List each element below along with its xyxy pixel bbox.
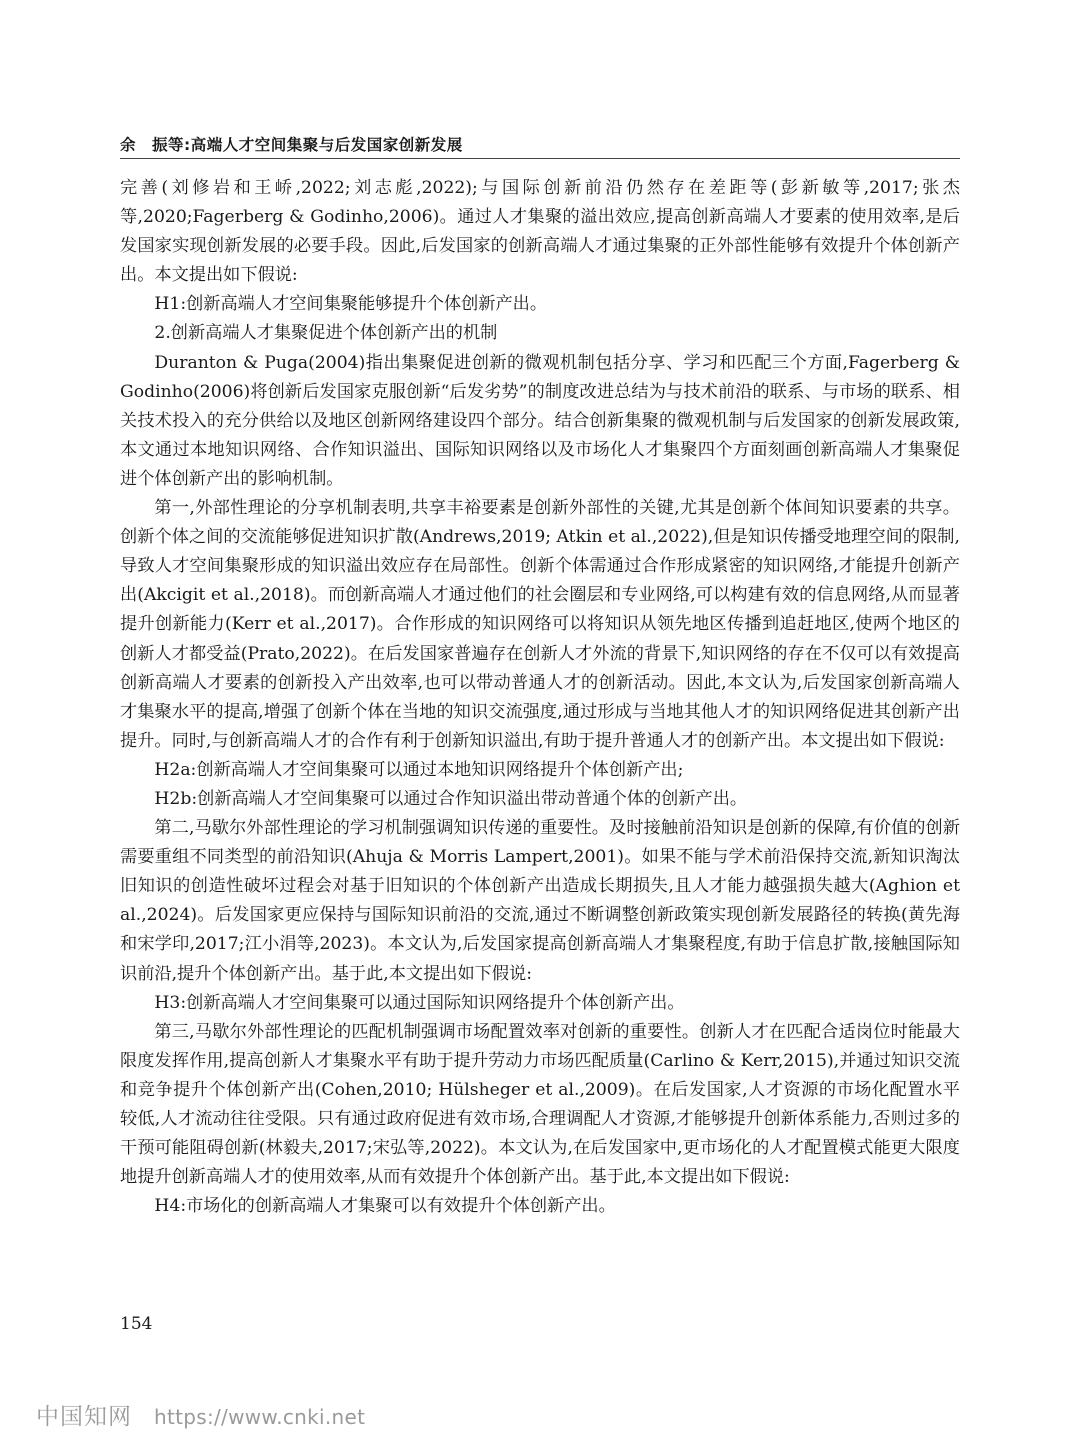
hypothesis-h2a: H2a:创新高端人才空间集聚可以通过本地知识网络提升个体创新产出; (154, 759, 684, 780)
cnki-brand: 中国知网 (36, 1404, 132, 1430)
header-rule (120, 158, 960, 159)
hypothesis-h3: H3:创新高端人才空间集聚可以通过国际知识网络提升个体创新产出。 (154, 992, 685, 1013)
hypothesis-h2b: H2b:创新高端人才空间集聚可以通过合作知识溢出带动普通个体的创新产出。 (154, 788, 748, 809)
section-heading: 2.创新高端人才集聚促进个体创新产出的机制 (154, 323, 498, 344)
watermark-footer (36, 1398, 365, 1431)
article-body (120, 174, 960, 1221)
running-header: 余 振等:高端人才空间集聚与后发国家创新发展 (120, 136, 463, 154)
hypothesis-h4: H4:市场化的创新高端人才集聚可以有效提升个体创新产出。 (154, 1196, 616, 1217)
paragraph: Duranton & Puga(2004)指出集聚促进创新的微观机制包括分享、学习和匹配三个方面,Fagerberg & Godinho(2006)将创新后发国家克服创新“后发劣势”的制度改进总结为与技术前沿的联系、与市场的联系、相关技术投入的充分供给以及地区创新网络建设四个部分。结合创新集聚的微观机制与后发国家的创新发展政策,本文通过本地知识网络、合作知识溢出、国际知识网络以及市场化人才集聚四个方面刻画创新高端人才集聚促进个体创新产出的影响机制。 (120, 352, 960, 489)
page-number: 154 (120, 1314, 153, 1334)
paragraph: 第一,外部性理论的分享机制表明,共享丰裕要素是创新外部性的关键,尤其是创新个体间知识要素的共享。创新个体之间的交流能够促进知识扩散(Andrews,2019; Atkin et al.,2022),但是知识传播受地理空间的限制,导致人才空间集聚形成的知识溢出效应存在局部性。创新个体需通过合作形成紧密的知识网络,才能提升创新产出(Akcigit et al.,2018)。而创新高端人才通过他们的社会圈层和专业网络,可以构建有效的信息网络,从而显著提升创新能力(Kerr et al.,2017)。合作形成的知识网络可以将知识从领先地区传播到追赶地区,使两个地区的创新人才都受益(Prato,2022)。在后发国家普遍存在创新人才外流的背景下,知识网络的存在不仅可以有效提高创新高端人才要素的创新投入产出效率,也可以带动普通人才的创新活动。因此,本文认为,后发国家创新高端人才集聚水平的提高,增强了创新个体在当地的知识交流强度,通过形成与当地其他人才的知识网络促进其创新产出提升。同时,与创新高端人才的合作有利于创新知识溢出,有助于提升普通人才的创新产出。本文提出如下假说: (120, 498, 960, 751)
paragraph: 第二,马歇尔外部性理论的学习机制强调知识传递的重要性。及时接触前沿知识是创新的保障,有价值的创新需要重组不同类型的前沿知识(Ahuja & Morris Lampert,2001)。如果不能与学术前沿保持交流,新知识淘汰旧知识的创造性破坏过程会对基于旧知识的个体创新产出造成长期损失,且人才能力越强损失越大(Aghion et al.,2024)。后发国家更应保持与国际知识前沿的交流,通过不断调整创新政策实现创新发展路径的转换(黄先海和宋学印,2017;江小涓等,2023)。本文认为,后发国家提高创新高端人才集聚程度,有助于信息扩散,接触国际知识前沿,提升个体创新产出。基于此,本文提出如下假说: (120, 818, 960, 984)
hypothesis-h1: H1:创新高端人才空间集聚能够提升个体创新产出。 (154, 294, 548, 315)
paragraph: 完善(刘修岩和王峤,2022;刘志彪,2022);与国际创新前沿仍然存在差距等(彭新敏等,2017;张杰等,2020;Fagerberg & Godinho,2006)。通过人才集聚的溢出效应,提高创新高端人才要素的使用效率,是后发国家实现创新发展的必要手段。因此,后发国家的创新高端人才通过集聚的正外部性能够有效提升个体创新产出。本文提出如下假说: (120, 178, 960, 286)
paragraph: 第三,马歇尔外部性理论的匹配机制强调市场配置效率对创新的重要性。创新人才在匹配合适岗位时能最大限度发挥作用,提高创新人才集聚水平有助于提升劳动力市场匹配质量(Carlino & Kerr,2015),并通过知识交流和竞争提升个体创新产出(Cohen,2010; Hülsheger et al.,2009)。在后发国家,人才资源的市场化配置水平较低,人才流动往往受限。只有通过政府促进有效市场,合理调配人才资源,才能够提升创新体系能力,否则过多的干预可能阻碍创新(林毅夫,2017;宋弘等,2022)。本文认为,在后发国家中,更市场化的人才配置模式能更大限度地提升创新高端人才的使用效率,从而有效提升个体创新产出。基于此,本文提出如下假说: (120, 1021, 960, 1188)
cnki-url: https://www.cnki.net (154, 1405, 366, 1429)
